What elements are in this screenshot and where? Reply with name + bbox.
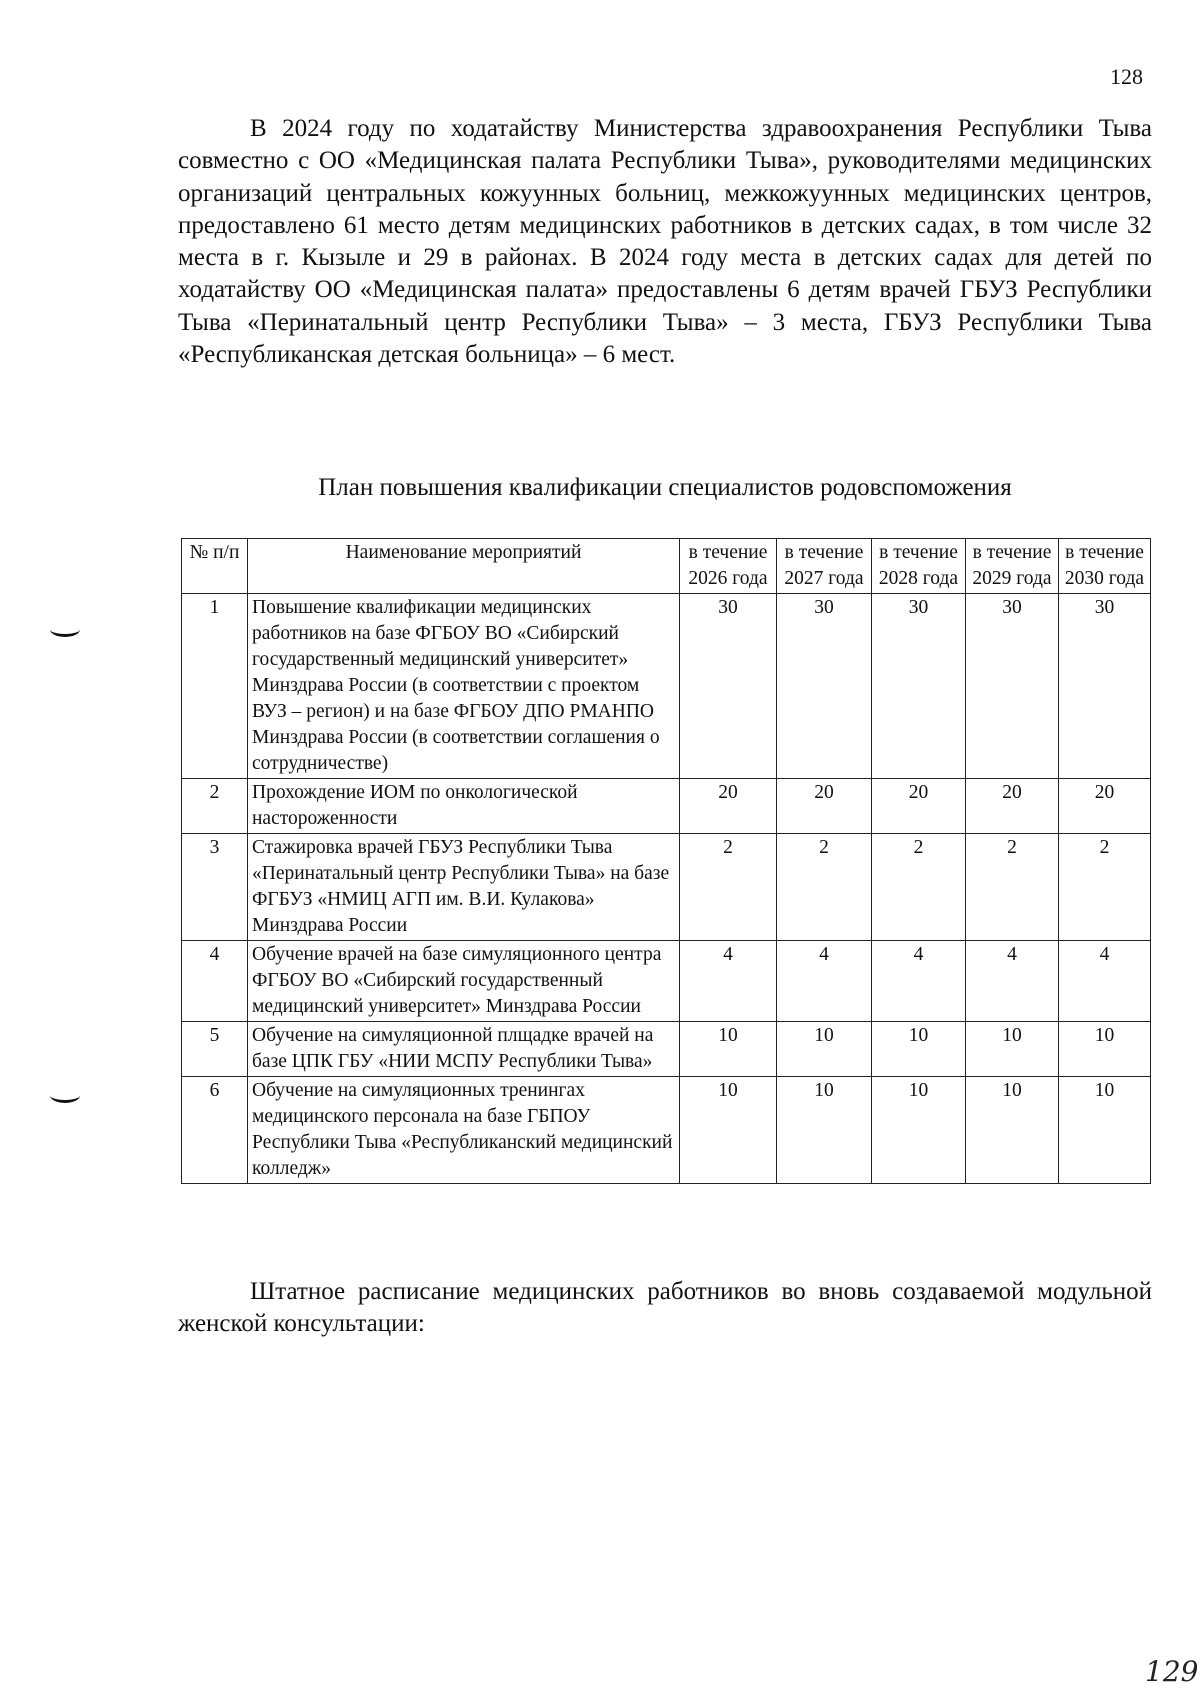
row-value-2027: 20	[777, 779, 872, 834]
row-number: 6	[182, 1077, 248, 1184]
row-number: 5	[182, 1022, 248, 1077]
row-number: 4	[182, 941, 248, 1022]
handwritten-page-number: 129	[1145, 1655, 1199, 1688]
row-activity: Обучение на симуляционной плщадке врачей на базе ЦПК ГБУ «НИИ МСПУ Республики Тыва»	[248, 1022, 680, 1077]
row-value-2029: 30	[966, 594, 1059, 779]
header-2028: в течение 2028 года	[872, 539, 966, 594]
binder-mark	[50, 622, 80, 637]
row-activity: Прохождение ИОМ по онкологической настороженности	[248, 779, 680, 834]
closing-paragraph: Штатное расписание медицинских работников во вновь создаваемой модульной женской консультации:	[178, 1278, 1152, 1338]
table-row	[182, 941, 1151, 1022]
row-value-2028: 10	[872, 1022, 966, 1077]
header-2027: в течение 2027 года	[777, 539, 872, 594]
row-value-2029: 4	[966, 941, 1059, 1022]
row-activity: Стажировка врачей ГБУЗ Республики Тыва «Перинатальный центр Республики Тыва» на базе ФГБУЗ «НМИЦ АГП им. В.И. Кулакова» Минздрава России	[248, 834, 680, 941]
row-value-2028: 20	[872, 779, 966, 834]
table-row	[182, 594, 1151, 779]
row-activity: Обучение врачей на базе симуляционного центра ФГБОУ ВО «Сибирский государственный медицинский университет» Минздрава России	[248, 941, 680, 1022]
row-number: 3	[182, 834, 248, 941]
row-value-2030: 30	[1059, 594, 1151, 779]
header-2030: в течение 2030 года	[1059, 539, 1151, 594]
row-value-2030: 20	[1059, 779, 1151, 834]
row-value-2027: 4	[777, 941, 872, 1022]
table-row	[182, 1077, 1151, 1184]
row-value-2029: 20	[966, 779, 1059, 834]
row-value-2026: 4	[680, 941, 777, 1022]
table-header-row	[182, 539, 1151, 594]
row-value-2026: 20	[680, 779, 777, 834]
row-value-2030: 4	[1059, 941, 1151, 1022]
row-value-2030: 10	[1059, 1022, 1151, 1077]
header-2026: в течение 2026 года	[680, 539, 777, 594]
row-value-2028: 30	[872, 594, 966, 779]
qualification-plan-table	[181, 538, 1151, 1184]
row-activity: Повышение квалификации медицинских работников на базе ФГБОУ ВО «Сибирский государственный медицинский университет» Минздрава России (в соответствии с проектом ВУЗ – регион) и на базе ФГБОУ ДПО РМАНПО Минздрава России (в соответствии соглашения о сотрудничестве)	[248, 594, 680, 779]
row-number: 1	[182, 594, 248, 779]
row-value-2029: 2	[966, 834, 1059, 941]
row-value-2026: 2	[680, 834, 777, 941]
table-row	[182, 1022, 1151, 1077]
row-value-2028: 4	[872, 941, 966, 1022]
row-value-2026: 10	[680, 1077, 777, 1184]
table-title: План повышения квалификации специалистов родовспоможения	[318, 474, 1012, 501]
row-value-2030: 10	[1059, 1077, 1151, 1184]
row-value-2027: 2	[777, 834, 872, 941]
row-value-2028: 2	[872, 834, 966, 941]
row-value-2027: 10	[777, 1077, 872, 1184]
row-activity: Обучение на симуляционных тренингах медицинского персонала на базе ГБПОУ Республики Тыва «Республиканский медицинский колледж»	[248, 1077, 680, 1184]
table-row	[182, 779, 1151, 834]
row-value-2026: 10	[680, 1022, 777, 1077]
row-value-2027: 30	[777, 594, 872, 779]
header-2029: в течение 2029 года	[966, 539, 1059, 594]
page-number: 128	[1110, 64, 1143, 89]
binder-mark	[50, 1088, 80, 1103]
row-value-2026: 30	[680, 594, 777, 779]
row-number: 2	[182, 779, 248, 834]
row-value-2029: 10	[966, 1022, 1059, 1077]
header-number: № п/п	[182, 539, 248, 594]
table-row	[182, 834, 1151, 941]
row-value-2030: 2	[1059, 834, 1151, 941]
row-value-2029: 10	[966, 1077, 1059, 1184]
row-value-2027: 10	[777, 1022, 872, 1077]
row-value-2028: 10	[872, 1077, 966, 1184]
intro-paragraph: В 2024 году по ходатайству Министерства здравоохранения Республики Тыва совместно с ОО «Медицинская палата Республики Тыва», руководителями медицинских организаций центральных кожуунных больниц, межкожуунных медицинских центров, предоставлено 61 место детям медицинских работников в детских садах, в том числе 32 места в г. Кызыле и 29 в районах. В 2024 году места в детских садах для детей по ходатайству ОО «Медицинская палата» предоставлены 6 детям врачей ГБУЗ Республики Тыва «Перинатальный центр Республики Тыва» – 3 места, ГБУЗ Республики Тыва «Республиканская детская больница» – 6 мест.	[178, 115, 1152, 369]
header-activity: Наименование мероприятий	[248, 539, 680, 594]
